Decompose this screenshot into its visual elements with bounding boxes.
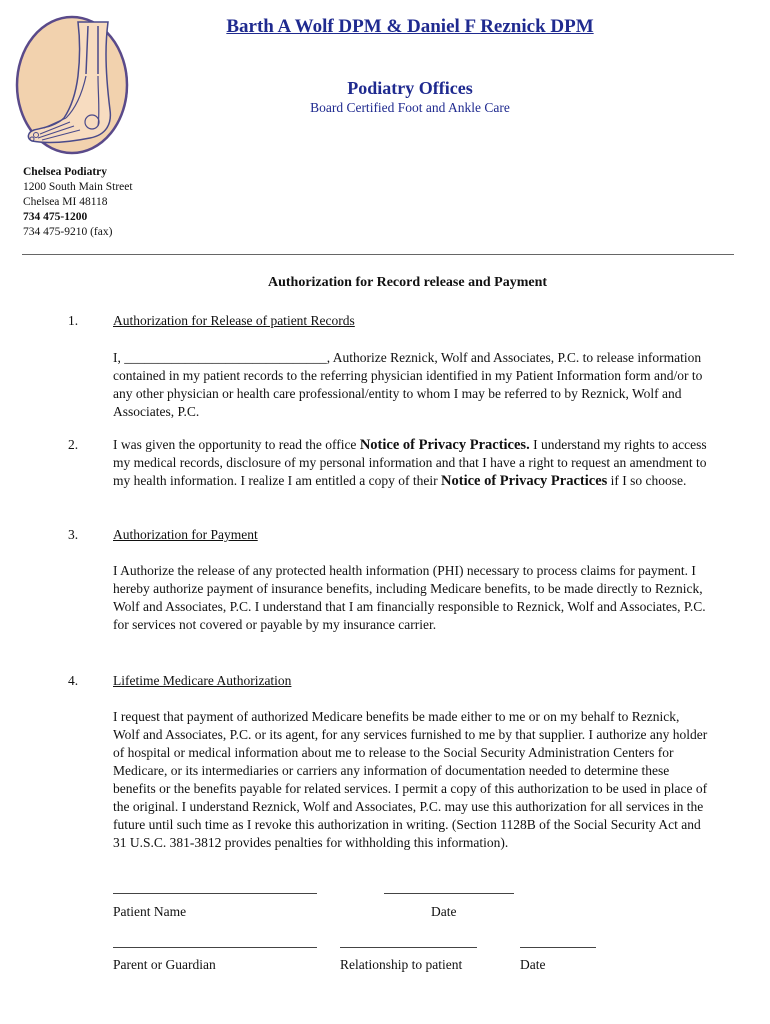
section-heading: Lifetime Medicare Authorization xyxy=(113,673,292,688)
city-address: Chelsea MI 48118 xyxy=(23,196,108,208)
section-paragraph: I request that payment of authorized Medicare benefits be made either to me or on my behalf to Reznick, Wolf and Associates, P.C. or its agent, for any services furnished to me by that supplier. I authorize any holder of hospital or medical information about me to release to the Social Security Administration Centers for Medicare, or its intermediaries or carriers any information of documentation needed to determine these benefits or the benefits payable for related services. I permit a copy of this authorization to be used in place of the original. I understand Reznick, Wolf and Associates, P.C. may use this authorization for all services in the future until such time as I revoke this authorization in writing. (Section 1128B of the Social Security Act and 31 U.S.C. 381-3812 provides penalties for withholding this information). xyxy=(113,709,708,850)
relationship-label: Relationship to patient xyxy=(340,957,463,972)
parent-guardian-line[interactable] xyxy=(113,947,317,948)
privacy-notice-emphasis: Notice of Privacy Practices xyxy=(441,473,608,489)
practice-title: Barth A Wolf DPM & Daniel F Reznick DPM xyxy=(226,16,594,37)
section-paragraph: I Authorize the release of any protected health information (PHI) necessary to process claims for payment. I hereby authorize payment of insurance benefits, including Medicare benefits, to be made directly to Reznick, Wolf and Associates, P.C. I understand that I am financially responsible to Reznick, Wolf and Associates, P.C. for services not covered or payable by my insurance carrier. xyxy=(113,563,706,632)
patient-name-line[interactable] xyxy=(113,893,317,894)
phone-number: 734 475-1200 xyxy=(23,211,88,223)
address-block xyxy=(23,165,133,240)
practice-tagline: Board Certified Foot and Ankle Care xyxy=(310,100,510,115)
section-number: 1. xyxy=(68,313,79,328)
privacy-text: I was given the opportunity to read the office xyxy=(113,437,360,452)
section-paragraph xyxy=(113,436,709,490)
foot-x-ray-logo-icon xyxy=(14,14,130,156)
date-line[interactable] xyxy=(520,947,596,948)
section-heading: Authorization for Release of patient Records xyxy=(113,313,355,328)
date-label: Date xyxy=(431,904,457,919)
privacy-text: if I so choose. xyxy=(607,473,687,488)
date-label: Date xyxy=(520,957,546,972)
section-paragraph: I, ______________________________, Authorize Reznick, Wolf and Associates, P.C. to release information contained in my patient records to the referring physician identified in my Patient Information form and/or to any other physician or health care professional/entity to whom I may be referred to by Reznick, Wolf and Associates, P.C. xyxy=(113,350,703,419)
document-title: Authorization for Record release and Payment xyxy=(267,275,548,290)
privacy-notice-emphasis: Notice of Privacy Practices. xyxy=(359,437,530,453)
parent-guardian-label: Parent or Guardian xyxy=(113,957,216,972)
patient-name-label: Patient Name xyxy=(113,904,187,919)
divider xyxy=(22,254,734,255)
date-line[interactable] xyxy=(384,893,514,894)
street-address: 1200 South Main Street xyxy=(23,181,133,193)
fax-number: 734 475-9210 (fax) xyxy=(23,226,113,238)
practice-subtitle: Podiatry Offices xyxy=(347,78,473,98)
relationship-line[interactable] xyxy=(340,947,477,948)
section-number: 3. xyxy=(68,527,79,542)
section-number: 4. xyxy=(68,673,79,688)
privacy-text: I understand my rights to access my medical records, disclosure of my personal information and that I have a right to request an amendment to my health information. I realize I am entitled a copy of their xyxy=(113,437,707,488)
office-name: Chelsea Podiatry xyxy=(23,166,108,178)
section-number: 2. xyxy=(68,437,79,452)
section-heading: Authorization for Payment xyxy=(113,527,258,542)
